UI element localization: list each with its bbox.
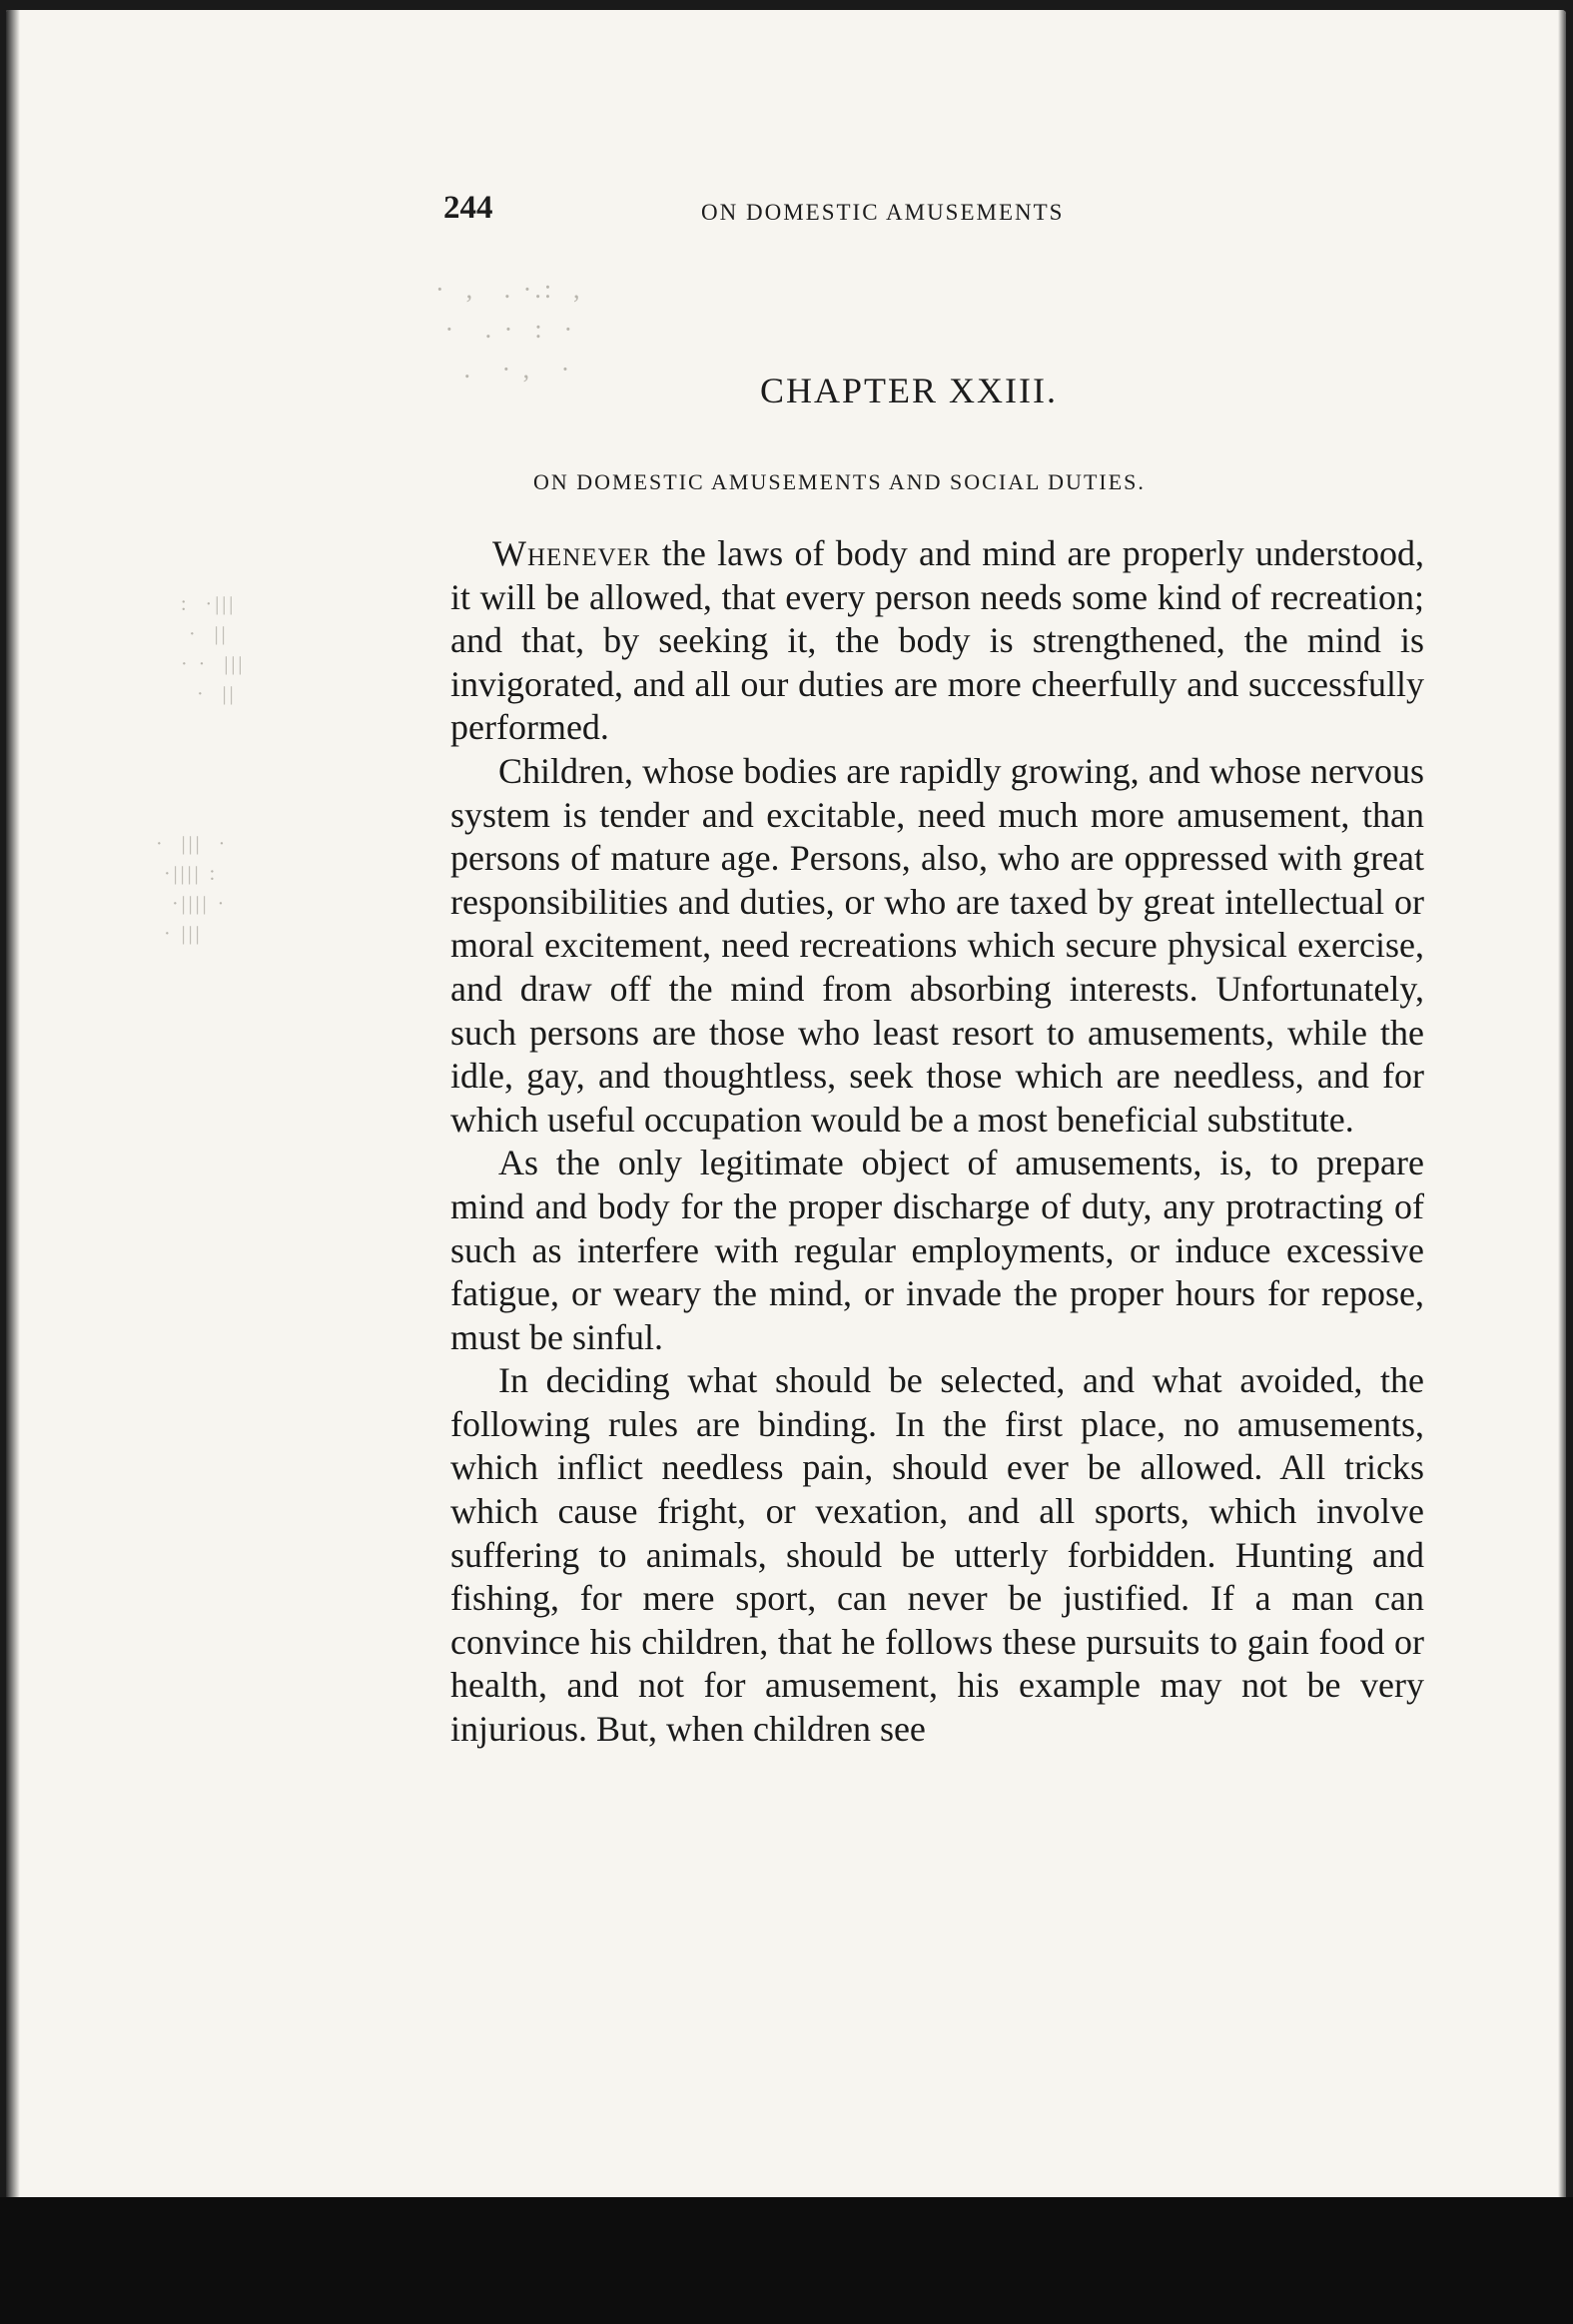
show-through-bleed: · , . ·.: , · . · : · . · , · (435, 275, 583, 384)
paragraph: Children, whose bodies are rapidly growing, and whose nervous system is tender and excitable, need much more amusement, than persons of mature age. Persons, also, who are oppressed with great responsibilities and duties, or who are taxed by great intellectual or moral excitement, need recreations which secure physical exercise, and draw off the mind from absorbing interests. Unfortunately, such persons are those who least resort to amusements, while the idle, gay, and thoughtless, seek those which are needless, and for which useful occupation would be a most beneficial substitute. (450, 750, 1424, 1140)
show-through-bleed-margin-lower: · ||| · ·|||| : ·|||| · · ||| (156, 833, 229, 945)
scan-bottom-edge (0, 2197, 1573, 2324)
paragraph: In deciding what should be selected, and what avoided, the following rules are binding. In the first place, no amusements, which inflict needless pain, should ever be allowed. All tricks which cause fright, or vexation, and all sports, which involve suffering to animals, should be utterly forbidden. Hunting and fishing, for mere sport, can never be justified. If a man can convince his children, that he follows these pursuits to gain food or health, and not for amusement, his example may not be very injurious. But, when children see (450, 1360, 1424, 1750)
page-right-shadow (1558, 10, 1566, 2227)
chapter-subtitle: ON DOMESTIC AMUSEMENTS AND SOCIAL DUTIES. (533, 469, 1146, 494)
paragraph (450, 532, 1424, 750)
page-left-shadow (6, 10, 20, 2227)
page-number: 244 (443, 190, 493, 226)
body-text (450, 532, 1424, 1752)
paragraph-lead-in: Whenever (492, 533, 651, 573)
chapter-title: CHAPTER XXIII. (760, 371, 1058, 410)
book-page (6, 10, 1566, 2227)
paragraph-text: the laws of body and mind are properly understood, it will be allowed, that every person needs some kind of recreation; and that, by seeking it, the body is strengthened, the mind is invigorated, and all our duties are more cheerfully and successfully performed. (450, 533, 1424, 748)
show-through-bleed-margin: : ·||| · || · · ||| · || (181, 593, 246, 705)
paragraph: As the only legitimate object of amusements, is, to prepare mind and body for the proper discharge of duty, any protracting of such as interfere with regular employments, or induce excessive fatigue, or weary the mind, or invade the proper hours for repose, must be sinful. (450, 1143, 1424, 1357)
running-head: ON DOMESTIC AMUSEMENTS (701, 200, 1065, 225)
page-header (443, 190, 1163, 240)
